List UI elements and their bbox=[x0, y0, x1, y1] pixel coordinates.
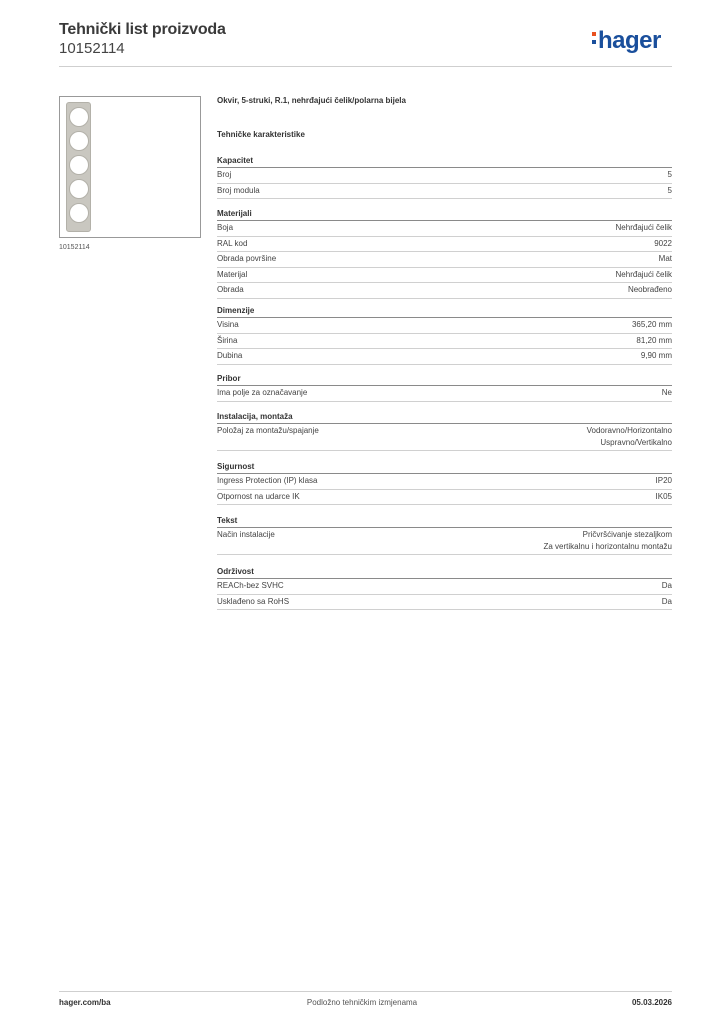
image-caption: 10152114 bbox=[59, 244, 90, 251]
spec-value-line: Vodoravno/Horizontalno bbox=[586, 426, 672, 435]
spec-value bbox=[668, 185, 672, 197]
spec-row bbox=[217, 386, 672, 402]
header-divider bbox=[59, 66, 672, 67]
spec-value-line: Uspravno/Vertikalno bbox=[600, 437, 672, 447]
spec-label: Ingress Protection (IP) klasa bbox=[217, 476, 318, 485]
group-title: Tekst bbox=[217, 515, 672, 528]
spec-row bbox=[217, 490, 672, 506]
spec-value bbox=[662, 387, 672, 399]
spec-value bbox=[668, 169, 672, 181]
footer-note: Podložno tehničkim izmjenama bbox=[306, 998, 418, 1007]
product-title: Okvir, 5-struki, R.1, nehrđajući čelik/polarna bijela bbox=[217, 96, 406, 105]
spec-row bbox=[217, 474, 672, 490]
spec-label: Boja bbox=[217, 223, 234, 232]
spec-value-line: Da bbox=[661, 581, 672, 590]
group-instalacija bbox=[217, 411, 672, 451]
spec-label: Visina bbox=[217, 320, 239, 329]
footer-date: 05.03.2026 bbox=[631, 998, 672, 1007]
group-pribor bbox=[217, 373, 672, 402]
spec-value bbox=[654, 238, 672, 250]
spec-label: Otpornost na udarce IK bbox=[217, 491, 300, 501]
spec-row bbox=[217, 268, 672, 284]
spec-label: Obrada bbox=[217, 285, 244, 294]
group-title: Kapacitet bbox=[217, 155, 672, 168]
spec-row bbox=[217, 168, 672, 184]
spec-value-line: 5 bbox=[667, 185, 672, 195]
group-title: Dimenzije bbox=[217, 305, 672, 318]
group-title: Sigurnost bbox=[217, 461, 672, 474]
spec-value-line: 9,90 mm bbox=[640, 351, 672, 360]
spec-value bbox=[659, 253, 672, 265]
group-kapacitet bbox=[217, 155, 672, 199]
spec-value-line: 9022 bbox=[654, 238, 672, 248]
page-title: Tehnički list proizvoda bbox=[59, 21, 226, 38]
five-gang-frame-icon bbox=[66, 102, 91, 232]
group-materijali bbox=[217, 208, 672, 299]
group-tekst bbox=[217, 515, 672, 555]
spec-value bbox=[662, 596, 672, 608]
spec-value bbox=[662, 580, 672, 592]
spec-value bbox=[616, 269, 672, 281]
spec-value bbox=[656, 475, 672, 487]
spec-row bbox=[217, 318, 672, 334]
spec-value-line: 5 bbox=[667, 170, 672, 179]
spec-label: Usklađeno sa RoHS bbox=[217, 596, 290, 606]
spec-label: Materijal bbox=[217, 269, 248, 279]
spec-row bbox=[217, 595, 672, 611]
spec-value bbox=[656, 491, 672, 503]
spec-row bbox=[217, 349, 672, 365]
spec-value-line: Pričvršćivanje stezaljkom bbox=[582, 530, 672, 539]
spec-label: Broj bbox=[217, 170, 232, 179]
spec-value-line: 81,20 mm bbox=[636, 335, 672, 345]
product-image bbox=[59, 96, 201, 238]
group-title: Materijali bbox=[217, 208, 672, 221]
spec-row bbox=[217, 334, 672, 350]
spec-value bbox=[616, 222, 672, 234]
spec-row bbox=[217, 221, 672, 237]
spec-value-line: Nehrđajući čelik bbox=[615, 223, 672, 232]
spec-value bbox=[632, 319, 672, 331]
spec-label: Broj modula bbox=[217, 185, 260, 195]
spec-value bbox=[543, 529, 672, 552]
group-title: Pribor bbox=[217, 373, 672, 386]
footer-website: hager.com/ba bbox=[59, 998, 111, 1007]
spec-value-line: Ne bbox=[661, 388, 672, 397]
group-sigurnost bbox=[217, 461, 672, 505]
group-title: Instalacija, montaža bbox=[217, 411, 672, 424]
spec-label: Obrada površine bbox=[217, 254, 277, 263]
spec-value-line: Neobrađeno bbox=[627, 285, 672, 294]
group-title: Održivost bbox=[217, 566, 672, 579]
spec-value-line: Za vertikalnu i horizontalnu montažu bbox=[543, 541, 672, 551]
spec-value bbox=[587, 425, 672, 448]
spec-row bbox=[217, 579, 672, 595]
footer-divider bbox=[59, 991, 672, 992]
spec-label: REACh-bez SVHC bbox=[217, 581, 284, 590]
spec-row bbox=[217, 283, 672, 299]
spec-value bbox=[636, 335, 672, 347]
spec-row bbox=[217, 237, 672, 253]
spec-label: Način instalacije bbox=[217, 530, 275, 539]
spec-label: RAL kod bbox=[217, 238, 248, 248]
group-dimenzije bbox=[217, 305, 672, 365]
product-number: 10152114 bbox=[59, 40, 125, 57]
spec-value-line: Mat bbox=[658, 254, 672, 263]
spec-value-line: 365,20 mm bbox=[631, 320, 672, 329]
spec-label: Dubina bbox=[217, 351, 243, 360]
group-odrzivost bbox=[217, 566, 672, 610]
spec-value-line: Da bbox=[661, 596, 672, 606]
spec-row bbox=[217, 424, 672, 451]
spec-value bbox=[641, 350, 672, 362]
hager-logo: hager bbox=[592, 26, 661, 56]
spec-row bbox=[217, 252, 672, 268]
spec-row bbox=[217, 184, 672, 200]
spec-value-line: IP20 bbox=[655, 476, 672, 485]
spec-row bbox=[217, 528, 672, 555]
spec-label: Ima polje za označavanje bbox=[217, 388, 308, 397]
spec-label: Širina bbox=[217, 335, 238, 345]
logo-colon-icon bbox=[592, 32, 596, 48]
section-heading: Tehničke karakteristike bbox=[217, 130, 305, 139]
spec-value-line: Nehrđajući čelik bbox=[615, 269, 672, 279]
spec-label: Položaj za montažu/spajanje bbox=[217, 426, 319, 435]
spec-value-line: IK05 bbox=[655, 491, 672, 501]
spec-value bbox=[628, 284, 672, 296]
